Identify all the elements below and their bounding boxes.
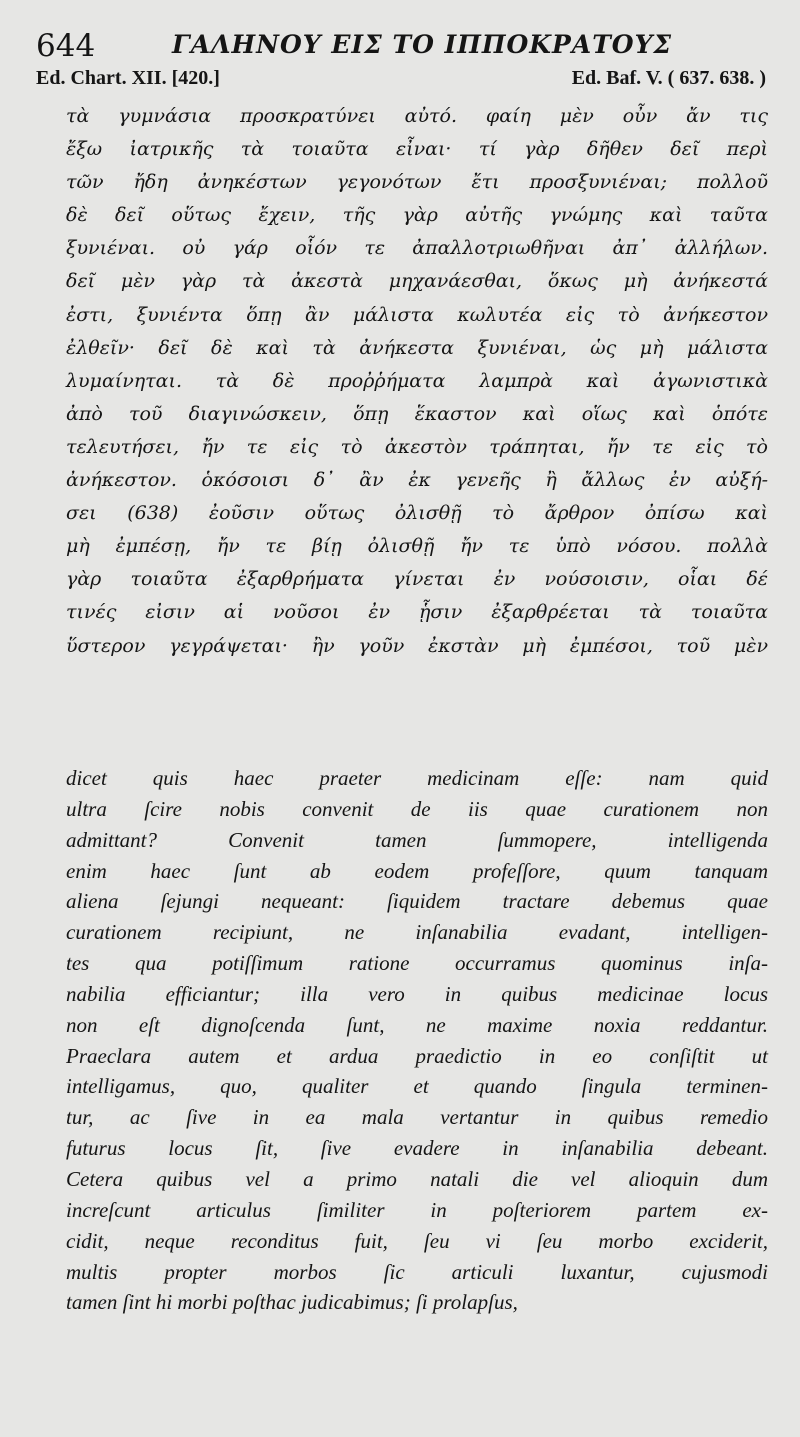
latin-text-line: tamen ſint hi morbi poſthac judicabimus; ſi prolapſus, (66, 1290, 518, 1315)
edition-reference-line (36, 67, 766, 97)
greek-text-line: τινές εἰσιν αἱ νοῦσοι ἐν ᾗσιν ἐξαρθρέεται τὰ τοιαῦτα (66, 601, 768, 624)
running-title: ΓΑΛΗΝΟΥ ΕΙΣ ΤΟ ΙΠΠΟΚΡΑΤΟΥΣ (172, 30, 673, 59)
greek-text-line: ἐλθεῖν· δεῖ δὲ καὶ τὰ ἀνήκεστα ξυνιέναι, ὡς μὴ μάλιστα (66, 336, 768, 359)
greek-text-line: ξυνιέναι. οὐ γάρ οἷόν τε ἀπαλλοτριωθῆναι ἀπ᾽ ἀλλήλων. (66, 237, 768, 260)
greek-text-line: ὕστερον γεγράψεται· ἢν γοῦν ἐκστὰν μὴ ἐμπέσοι, τοῦ μὲν (66, 634, 768, 657)
greek-text-line: δεῖ μὲν γὰρ τὰ ἀκεστὰ μηχανάεσθαι, ὅκως μὴ ἀνήκεστά (66, 270, 768, 293)
latin-text-line: ultra ſcire nobis convenit de iis quae curationem non (66, 796, 768, 821)
greek-text-line: ἔξω ἰατρικῆς τὰ τοιαῦτα εἶναι· τί γὰρ δῆθεν δεῖ περὶ (66, 138, 768, 161)
latin-text-line: Cetera quibus vel a primo natali die vel alioquin dum (66, 1166, 768, 1191)
greek-text-line: μὴ ἐμπέσῃ, ἤν τε βίῃ ὀλισθῇ ἤν τε ὑπὸ νόσου. πολλὰ (66, 535, 768, 558)
greek-text-line: σει (638) ἐοῦσιν οὕτως ὀλισθῇ τὸ ἄρθρον ὀπίσω καὶ (66, 502, 768, 525)
latin-text-line: cidit, neque reconditus fuit, ſeu vi ſeu morbo exciderit, (66, 1228, 768, 1253)
latin-text-block (66, 763, 768, 1318)
latin-text-line: tes qua potiſſimum ratione occurramus quominus inſa- (66, 951, 768, 976)
latin-text-line: admittant? Convenit tamen ſummopere, intelligenda (66, 827, 768, 852)
greek-text-line: δὲ δεῖ οὕτως ἔχειν, τῆς γὰρ αὐτῆς γνώμης καὶ ταῦτα (66, 204, 768, 227)
greek-text-line: τῶν ἤδη ἀνηκέστων γεγονότων ἔτι προσξυνιέναι; πολλοῦ (66, 171, 768, 194)
latin-text-line: tur, ac ſive in ea mala vertantur in quibus remedio (66, 1105, 768, 1130)
latin-text-line: non eſt dignoſcenda ſunt, ne maxime noxia reddantur. (66, 1012, 768, 1037)
greek-text-line: ἀνήκεστον. ὁκόσοισι δ᾽ ἂν ἐκ γενεῆς ἢ ἄλλως ἐν αὐξή- (66, 469, 768, 492)
latin-text-line: aliena ſejungi nequeant: ſiquidem tractare debemus quae (66, 889, 768, 914)
latin-text-line: multis propter morbos ſic articuli luxantur, cujusmodi (66, 1259, 768, 1284)
greek-text-line: τὰ γυμνάσια προσκρατύνει αὐτό. φαίη μὲν οὖν ἄν τις (66, 105, 768, 127)
latin-text-line: intelligamus, quo, qualiter et quando ſingula terminen- (66, 1074, 768, 1099)
greek-text-line: λυμαίνηται. τὰ δὲ προῤῥήματα λαμπρὰ καὶ ἀγωνιστικὰ (66, 369, 768, 392)
latin-text-line: dicet quis haec praeter medicinam eſſe: nam quid (66, 766, 768, 790)
edition-reference-basel: Ed. Baf. V. ( 637. 638. ) (571, 67, 766, 89)
greek-text-line: γὰρ τοιαῦτα ἐξαρθρήματα γίνεται ἐν νούσοισιν, οἷαι δέ (66, 568, 768, 591)
greek-text-line: τελευτήσει, ἤν τε εἰς τὸ ἀκεστὸν τράπηται, ἤν τε εἰς τὸ (66, 435, 768, 458)
latin-text-line: enim haec ſunt ab eodem profeſſore, quum tanquam (66, 858, 768, 883)
latin-text-line: curationem recipiunt, ne inſanabilia evadant, intelligen- (66, 920, 768, 945)
edition-reference-chartier: Ed. Chart. XII. [420.] (36, 67, 220, 89)
latin-text-line: nabilia efficiantur; illa vero in quibus medicinae locus (66, 981, 768, 1006)
latin-text-line: Praeclara autem et ardua praedictio in eo conſiſtit ut (66, 1043, 768, 1068)
page-header (36, 28, 766, 68)
greek-text-block (66, 100, 768, 663)
page-number: 644 (36, 28, 96, 64)
greek-text-line: ἐστι, ξυνιέντα ὅπῃ ἂν μάλιστα κωλυτέα εἰς τὸ ἀνήκεστον (66, 303, 768, 326)
latin-text-line: increſcunt articulus ſimiliter in poſteriorem partem ex- (66, 1197, 768, 1222)
greek-text-line: ἀπὸ τοῦ διαγινώσκειν, ὅπῃ ἕκαστον καὶ οἵως καὶ ὁπότε (66, 402, 768, 425)
latin-text-line: futurus locus ſit, ſive evadere in inſanabilia debeant. (66, 1136, 768, 1161)
